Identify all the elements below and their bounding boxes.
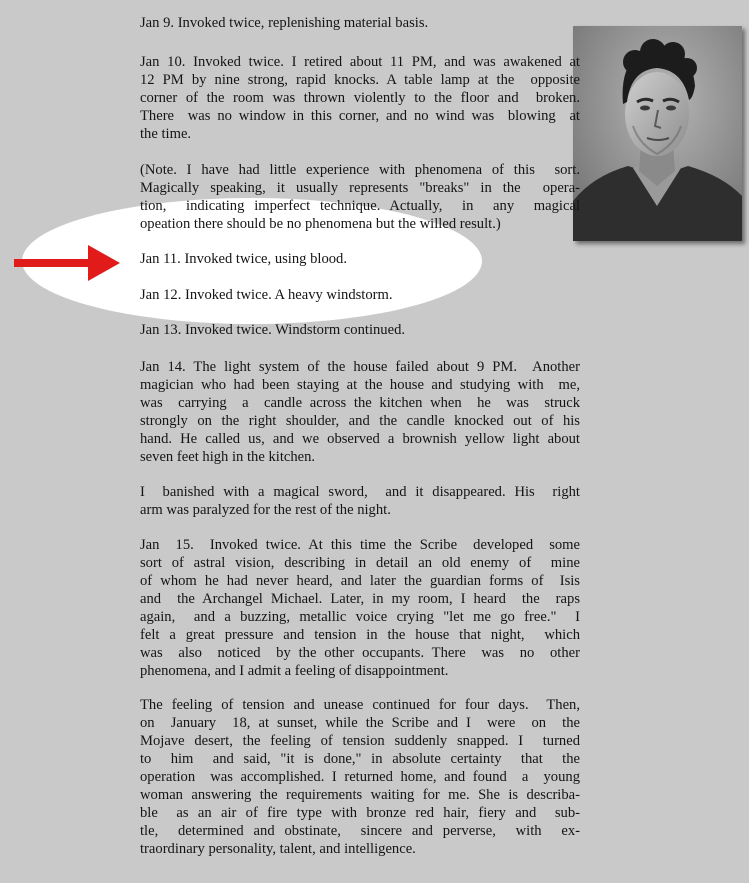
entry-jan-15 (140, 536, 580, 680)
text-line: Jan 9. Invoked twice, replenishing material basis. (140, 15, 429, 31)
text-line: of whom he had never heard, and later the guardian forms of Isis (140, 573, 580, 589)
portrait-photo (573, 26, 742, 241)
tension-paragraph (140, 696, 580, 858)
entry-jan-10 (140, 53, 580, 143)
red-arrow-icon (14, 243, 124, 283)
text-line: Jan 13. Invoked twice. Windstorm continued. (140, 322, 406, 338)
text-line: ble as an air of fire type with bronze red hair, fiery and sub- (140, 805, 580, 821)
text-line: on January 18, at sunset, while the Scribe and I were on the (140, 715, 580, 731)
entry-jan-13 (140, 321, 580, 339)
note-paragraph (140, 161, 580, 233)
entry-jan-14 (140, 358, 580, 466)
text-line: to him and said, "it is done," in absolute certainty that the (140, 751, 580, 767)
text-line: Jan 10. Invoked twice. I retired about 11 PM, and was awakened at (140, 54, 580, 70)
text-line: was carrying a candle across the kitchen when he was struck (140, 395, 580, 411)
text-line: tle, determined and obstinate, sincere and perverse, with ex- (140, 823, 580, 839)
text-line: phenomena, and I admit a feeling of disappointment. (140, 663, 449, 679)
text-line: traordinary personality, talent, and intelligence. (140, 841, 416, 857)
text-line: tion, indicating imperfect technique. Actually, in any magical (140, 198, 580, 214)
text-line: felt a great pressure and tension in the house that night, which (140, 627, 580, 643)
text-line: Jan 15. Invoked twice. At this time the Scribe developed some (140, 537, 580, 553)
entry-jan-12 (140, 286, 580, 304)
text-line: the time. (140, 126, 192, 142)
text-line: corner of the room was thrown violently to the floor and broken. (140, 90, 580, 106)
text-line: was also noticed by the other occupants. There was no other (140, 645, 580, 661)
text-line: The feeling of tension and unease continued for four days. Then, (140, 697, 580, 713)
text-line: 12 PM by nine strong, rapid knocks. A table lamp at the opposite (140, 72, 580, 88)
text-line: sort of astral vision, describing in detail an old enemy of mine (140, 555, 580, 571)
text-line: (Note. I have had little experience with phenomena of this sort. (140, 162, 580, 178)
text-line: Jan 12. Invoked twice. A heavy windstorm. (140, 287, 393, 303)
text-line: I banished with a magical sword, and it disappeared. His right (140, 484, 580, 500)
text-line: again, and a buzzing, metallic voice crying "let me go free." I (140, 609, 580, 625)
text-line: Mojave desert, the feeling of tension suddenly snapped. I turned (140, 733, 580, 749)
text-line: magician who had been staying at the house and studying with me, (140, 377, 580, 393)
text-line: Magically speaking, it usually represents "breaks" in the opera- (140, 180, 580, 196)
text-line: arm was paralyzed for the rest of the night. (140, 502, 391, 518)
text-line: woman answering the requirements waiting for me. She is describa- (140, 787, 580, 803)
text-line: and the Archangel Michael. Later, in my room, I heard the raps (140, 591, 580, 607)
text-line: strongly on the right shoulder, and the candle knocked out of his (140, 413, 580, 429)
text-line: opeation there should be no phenomena but the willed result.) (140, 216, 501, 232)
text-line: operation was accomplished. I returned home, and found a young (140, 769, 580, 785)
text-line: hand. He called us, and we observed a brownish yellow light about (140, 431, 580, 447)
text-line: Jan 11. Invoked twice, using blood. (140, 251, 347, 267)
text-line: seven feet high in the kitchen. (140, 449, 316, 465)
text-line: Jan 14. The light system of the house failed about 9 PM. Another (140, 359, 580, 375)
entry-jan-9 (140, 14, 580, 32)
banishing-paragraph (140, 483, 580, 519)
text-line: There was no window in this corner, and no wind was blowing at (140, 108, 580, 124)
entry-jan-11 (140, 250, 580, 268)
